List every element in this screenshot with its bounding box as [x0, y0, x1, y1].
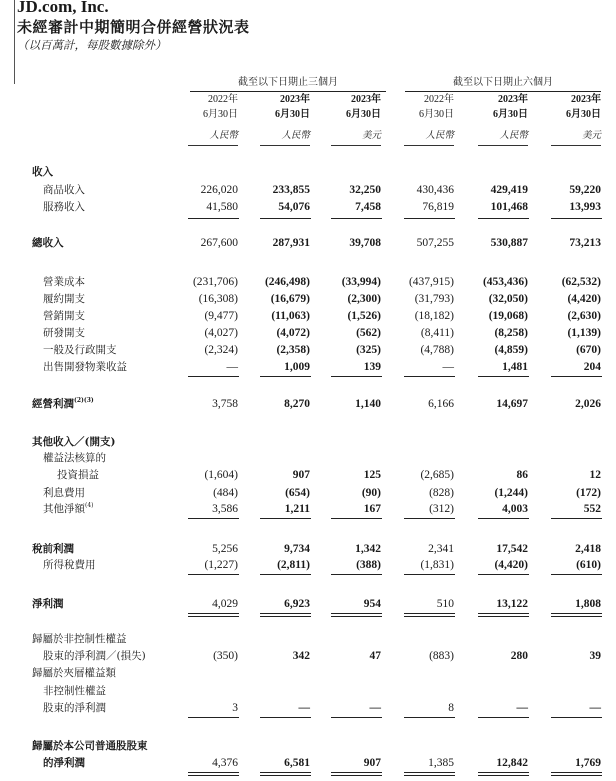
- subtotal-rule: [551, 574, 602, 575]
- row-label: 研發開支: [43, 327, 85, 339]
- group-header-underline: [405, 91, 601, 92]
- subtotal-rule: [188, 218, 239, 219]
- row-label: 其他收入／(開支): [32, 436, 116, 448]
- subtotal-rule: [478, 518, 529, 519]
- row-value: 342: [292, 650, 310, 662]
- statement-row: [0, 683, 616, 699]
- row-value: 4,376: [212, 757, 238, 769]
- row-value: (1,831): [420, 559, 454, 571]
- column-date: 6月30日: [493, 109, 528, 120]
- subtotal-rule: [260, 376, 311, 377]
- row-value: (1,139): [567, 327, 601, 339]
- row-value: —: [369, 702, 381, 714]
- total-double-rule: [551, 772, 602, 773]
- row-value: 6,923: [284, 598, 310, 610]
- statement-subtitle: （以百萬計，每股數據除外）: [17, 38, 167, 52]
- row-value: (4,420): [494, 559, 528, 571]
- row-value: (8,258): [494, 327, 528, 339]
- row-value: (350): [213, 650, 238, 662]
- row-label: 履約開支: [43, 293, 85, 305]
- column-date: 6月30日: [566, 109, 601, 120]
- row-value: (484): [213, 487, 238, 499]
- group-header-underline: [190, 91, 386, 92]
- row-value: 125: [363, 469, 381, 481]
- statement-row: [0, 631, 616, 647]
- row-value: (18,182): [414, 310, 454, 322]
- row-value: (453,436): [482, 276, 528, 288]
- subtotal-rule: [331, 218, 382, 219]
- row-value: (31,793): [414, 293, 454, 305]
- total-double-rule: [260, 775, 311, 776]
- row-label: 歸屬於非控制性權益: [32, 633, 127, 645]
- subtotal-rule: [404, 218, 455, 219]
- total-double-rule: [478, 613, 529, 614]
- row-label: 商品收入: [43, 184, 85, 196]
- row-value: 2,418: [575, 543, 601, 555]
- subtotal-rule: [478, 376, 529, 377]
- row-value: (62,532): [561, 276, 601, 288]
- row-label: 出售開發物業收益: [43, 361, 127, 373]
- statement-row: [0, 665, 616, 681]
- total-double-rule: [478, 616, 529, 617]
- subtotal-rule: [188, 376, 239, 377]
- column-date: 6月30日: [419, 109, 454, 120]
- row-value: (90): [361, 487, 381, 499]
- subtotal-rule: [551, 518, 602, 519]
- row-value: (11,063): [271, 310, 310, 322]
- statement-row: [0, 359, 616, 375]
- row-footnote-marker: (2)(3): [74, 397, 94, 404]
- subtotal-rule: [551, 717, 602, 718]
- row-value: 39: [589, 650, 601, 662]
- total-double-rule: [260, 613, 311, 614]
- row-value: 1,211: [284, 503, 310, 515]
- row-value: 3,758: [212, 398, 238, 410]
- total-double-rule: [260, 616, 311, 617]
- row-label: 淨利潤: [32, 598, 64, 610]
- row-value: (828): [429, 487, 454, 499]
- row-value: 1,140: [355, 398, 381, 410]
- row-value: (388): [356, 559, 381, 571]
- row-value: 3,586: [212, 503, 238, 515]
- row-value: (312): [429, 503, 454, 515]
- column-year: 2022年: [424, 94, 454, 105]
- row-value: 280: [510, 650, 528, 662]
- row-label: 非控制性權益: [43, 685, 106, 697]
- row-value: 1,808: [575, 598, 601, 610]
- row-value: 54,076: [278, 201, 310, 213]
- row-value: 2,026: [575, 398, 601, 410]
- row-value: 907: [363, 757, 381, 769]
- statement-row: [0, 291, 616, 307]
- statement-row: [0, 342, 616, 358]
- column-currency: 人民幣: [499, 130, 528, 141]
- statement-row: [0, 325, 616, 341]
- row-value: 7,458: [355, 201, 381, 213]
- column-currency: 人民幣: [209, 130, 238, 141]
- column-year: 2022年: [208, 94, 238, 105]
- subtotal-rule: [260, 717, 311, 718]
- row-value: (1,526): [347, 310, 381, 322]
- row-label: 經營利潤$^{(2)(3)}$: [32, 397, 94, 410]
- row-value: (654): [285, 487, 310, 499]
- row-label: 權益法核算的: [43, 452, 106, 464]
- row-value: (610): [576, 559, 601, 571]
- row-value: (4,420): [567, 293, 601, 305]
- column-header-underline: [331, 145, 381, 146]
- column-currency: 人民幣: [281, 130, 310, 141]
- row-value: (1,244): [494, 487, 528, 499]
- statement-row: [0, 541, 616, 557]
- row-value: (32,050): [488, 293, 528, 305]
- row-value: (437,915): [408, 276, 454, 288]
- row-value: —: [589, 702, 601, 714]
- row-value: 5,256: [212, 543, 238, 555]
- row-value: (9,477): [204, 310, 238, 322]
- total-double-rule: [331, 616, 382, 617]
- row-label: 股東的淨利潤: [43, 702, 106, 714]
- statement-row: [0, 467, 616, 483]
- column-date: 6月30日: [346, 109, 381, 120]
- row-value: 41,580: [206, 201, 238, 213]
- row-value: (231,706): [192, 276, 238, 288]
- row-value: 59,220: [569, 184, 601, 196]
- row-value: 167: [363, 503, 381, 515]
- column-currency: 美元: [581, 130, 601, 141]
- row-value: 6,166: [428, 398, 454, 410]
- row-value: (2,358): [276, 344, 310, 356]
- subtotal-rule: [188, 717, 239, 718]
- row-value: (562): [356, 327, 381, 339]
- group-header-six-months: 截至以下日期止六個月: [453, 77, 553, 88]
- row-label: 其他淨額$^{(4)}$: [43, 502, 94, 515]
- row-label: 歸屬於本公司普通股股東: [32, 740, 148, 752]
- company-name: JD.com, Inc.: [17, 0, 109, 16]
- total-double-rule: [404, 616, 455, 617]
- row-value: —: [516, 702, 528, 714]
- row-value: 39,708: [349, 237, 381, 249]
- row-value: 552: [583, 503, 601, 515]
- subtotal-rule: [331, 518, 382, 519]
- row-value: (2,324): [204, 344, 238, 356]
- statement-row: [0, 700, 616, 716]
- row-value: 76,819: [422, 201, 454, 213]
- statement-row: [0, 199, 616, 215]
- row-value: 4,029: [212, 598, 238, 610]
- row-label: 歸屬於夾層權益類: [32, 667, 116, 679]
- row-value: 32,250: [349, 184, 381, 196]
- subtotal-rule: [260, 518, 311, 519]
- row-value: 226,020: [200, 184, 238, 196]
- statement-row: [0, 596, 616, 612]
- total-double-rule: [188, 772, 239, 773]
- row-value: (883): [429, 650, 454, 662]
- page-edge-divider: [14, 0, 15, 84]
- row-value: 8,270: [284, 398, 310, 410]
- total-double-rule: [478, 775, 529, 776]
- row-label: 營業成本: [43, 276, 85, 288]
- row-value: 267,600: [200, 237, 238, 249]
- statement-row: [0, 235, 616, 251]
- total-double-rule: [188, 616, 239, 617]
- row-value: 204: [583, 361, 601, 373]
- total-double-rule: [188, 775, 239, 776]
- column-currency: 人民幣: [425, 130, 454, 141]
- column-header-underline: [188, 145, 238, 146]
- group-header-three-months: 截至以下日期止三個月: [238, 77, 338, 88]
- total-double-rule: [331, 775, 382, 776]
- row-value: (19,068): [488, 310, 528, 322]
- statement-row: [0, 308, 616, 324]
- row-value: 8: [448, 702, 454, 714]
- statement-row: [0, 434, 616, 450]
- row-value: 1,769: [575, 757, 601, 769]
- subtotal-rule: [404, 574, 455, 575]
- row-value: 1,385: [428, 757, 454, 769]
- row-value: (172): [576, 487, 601, 499]
- row-value: —: [298, 702, 310, 714]
- row-label: 營銷開支: [43, 310, 85, 322]
- subtotal-rule: [188, 518, 239, 519]
- statement-row: [0, 485, 616, 501]
- total-double-rule: [331, 772, 382, 773]
- statement-row: [0, 450, 616, 466]
- subtotal-rule: [188, 574, 239, 575]
- column-year: 2023年: [571, 94, 601, 105]
- row-value: 3: [232, 702, 238, 714]
- total-double-rule: [404, 772, 455, 773]
- row-value: (16,308): [198, 293, 238, 305]
- row-value: 1,342: [355, 543, 381, 555]
- column-date: 6月30日: [203, 109, 238, 120]
- row-value: 430,436: [416, 184, 454, 196]
- row-value: —: [226, 361, 238, 373]
- column-header-underline: [260, 145, 310, 146]
- subtotal-rule: [478, 574, 529, 575]
- row-value: 954: [363, 598, 381, 610]
- row-value: (8,411): [420, 327, 454, 339]
- statement-row: [0, 501, 616, 517]
- statement-row: [0, 648, 616, 664]
- statement-row: [0, 755, 616, 771]
- row-value: (1,604): [204, 469, 238, 481]
- total-double-rule: [404, 613, 455, 614]
- statement-title: 未經審計中期簡明合併經營狀況表: [17, 18, 250, 36]
- row-value: 530,887: [490, 237, 528, 249]
- row-value: (325): [356, 344, 381, 356]
- row-value: 9,734: [284, 543, 310, 555]
- row-value: 13,122: [496, 598, 528, 610]
- subtotal-rule: [260, 574, 311, 575]
- row-label: 一般及行政開支: [43, 344, 117, 356]
- row-value: 6,581: [284, 757, 310, 769]
- total-double-rule: [551, 616, 602, 617]
- subtotal-rule: [478, 717, 529, 718]
- subtotal-rule: [331, 717, 382, 718]
- row-value: 12,842: [496, 757, 528, 769]
- row-label: 所得稅費用: [43, 559, 96, 571]
- total-double-rule: [331, 613, 382, 614]
- row-value: (2,300): [347, 293, 381, 305]
- row-label: 總收入: [32, 237, 64, 249]
- row-value: 139: [363, 361, 381, 373]
- row-value: (670): [576, 344, 601, 356]
- subtotal-rule: [551, 218, 602, 219]
- statement-row: [0, 274, 616, 290]
- row-value: 14,697: [496, 398, 528, 410]
- row-value: (4,027): [204, 327, 238, 339]
- subtotal-rule: [331, 376, 382, 377]
- column-header-underline: [404, 145, 454, 146]
- row-value: (4,859): [494, 344, 528, 356]
- row-value: (4,072): [276, 327, 310, 339]
- total-double-rule: [260, 772, 311, 773]
- row-value: 12: [589, 469, 601, 481]
- row-label: 收入: [32, 166, 53, 178]
- row-label: 股東的淨利潤／(損失): [43, 650, 146, 662]
- row-value: 233,855: [272, 184, 310, 196]
- row-value: 429,419: [490, 184, 528, 196]
- subtotal-rule: [404, 376, 455, 377]
- statement-row: [0, 182, 616, 198]
- row-value: 86: [516, 469, 528, 481]
- column-year: 2023年: [280, 94, 310, 105]
- row-value: 17,542: [496, 543, 528, 555]
- row-value: 47: [369, 650, 381, 662]
- statement-row: [0, 396, 616, 412]
- row-footnote-marker: (4): [85, 502, 94, 509]
- column-header-underline: [478, 145, 528, 146]
- row-label: 的淨利潤: [43, 757, 85, 769]
- row-value: 507,255: [416, 237, 454, 249]
- total-double-rule: [188, 613, 239, 614]
- row-value: 2,341: [428, 543, 454, 555]
- row-value: (2,685): [420, 469, 454, 481]
- row-value: 101,468: [490, 201, 528, 213]
- row-value: (2,811): [277, 559, 310, 571]
- column-date: 6月30日: [275, 109, 310, 120]
- row-value: (16,679): [270, 293, 310, 305]
- row-value: 287,931: [272, 237, 310, 249]
- row-value: (2,630): [567, 310, 601, 322]
- row-label: 投資損益: [57, 469, 99, 481]
- total-double-rule: [551, 613, 602, 614]
- subtotal-rule: [478, 218, 529, 219]
- subtotal-rule: [331, 574, 382, 575]
- subtotal-rule: [260, 218, 311, 219]
- subtotal-rule: [404, 717, 455, 718]
- row-value: 510: [436, 598, 454, 610]
- row-value: 1,481: [502, 361, 528, 373]
- column-currency: 美元: [361, 130, 381, 141]
- row-value: 1,009: [284, 361, 310, 373]
- statement-row: [0, 738, 616, 754]
- row-value: 73,213: [569, 237, 601, 249]
- row-value: (1,227): [204, 559, 238, 571]
- column-header-underline: [551, 145, 601, 146]
- statement-row: [0, 557, 616, 573]
- subtotal-rule: [404, 518, 455, 519]
- total-double-rule: [404, 775, 455, 776]
- total-double-rule: [478, 772, 529, 773]
- row-value: (4,788): [420, 344, 454, 356]
- row-value: 907: [292, 469, 310, 481]
- subtotal-rule: [551, 376, 602, 377]
- row-value: 13,993: [569, 201, 601, 213]
- row-label: 利息費用: [43, 487, 85, 499]
- column-year: 2023年: [498, 94, 528, 105]
- column-year: 2023年: [351, 94, 381, 105]
- row-value: (33,994): [341, 276, 381, 288]
- row-value: —: [442, 361, 454, 373]
- statement-row: [0, 164, 616, 180]
- row-value: (246,498): [264, 276, 310, 288]
- row-value: 4,003: [502, 503, 528, 515]
- total-double-rule: [551, 775, 602, 776]
- row-label: 稅前利潤: [32, 543, 74, 555]
- row-label: 服務收入: [43, 201, 85, 213]
